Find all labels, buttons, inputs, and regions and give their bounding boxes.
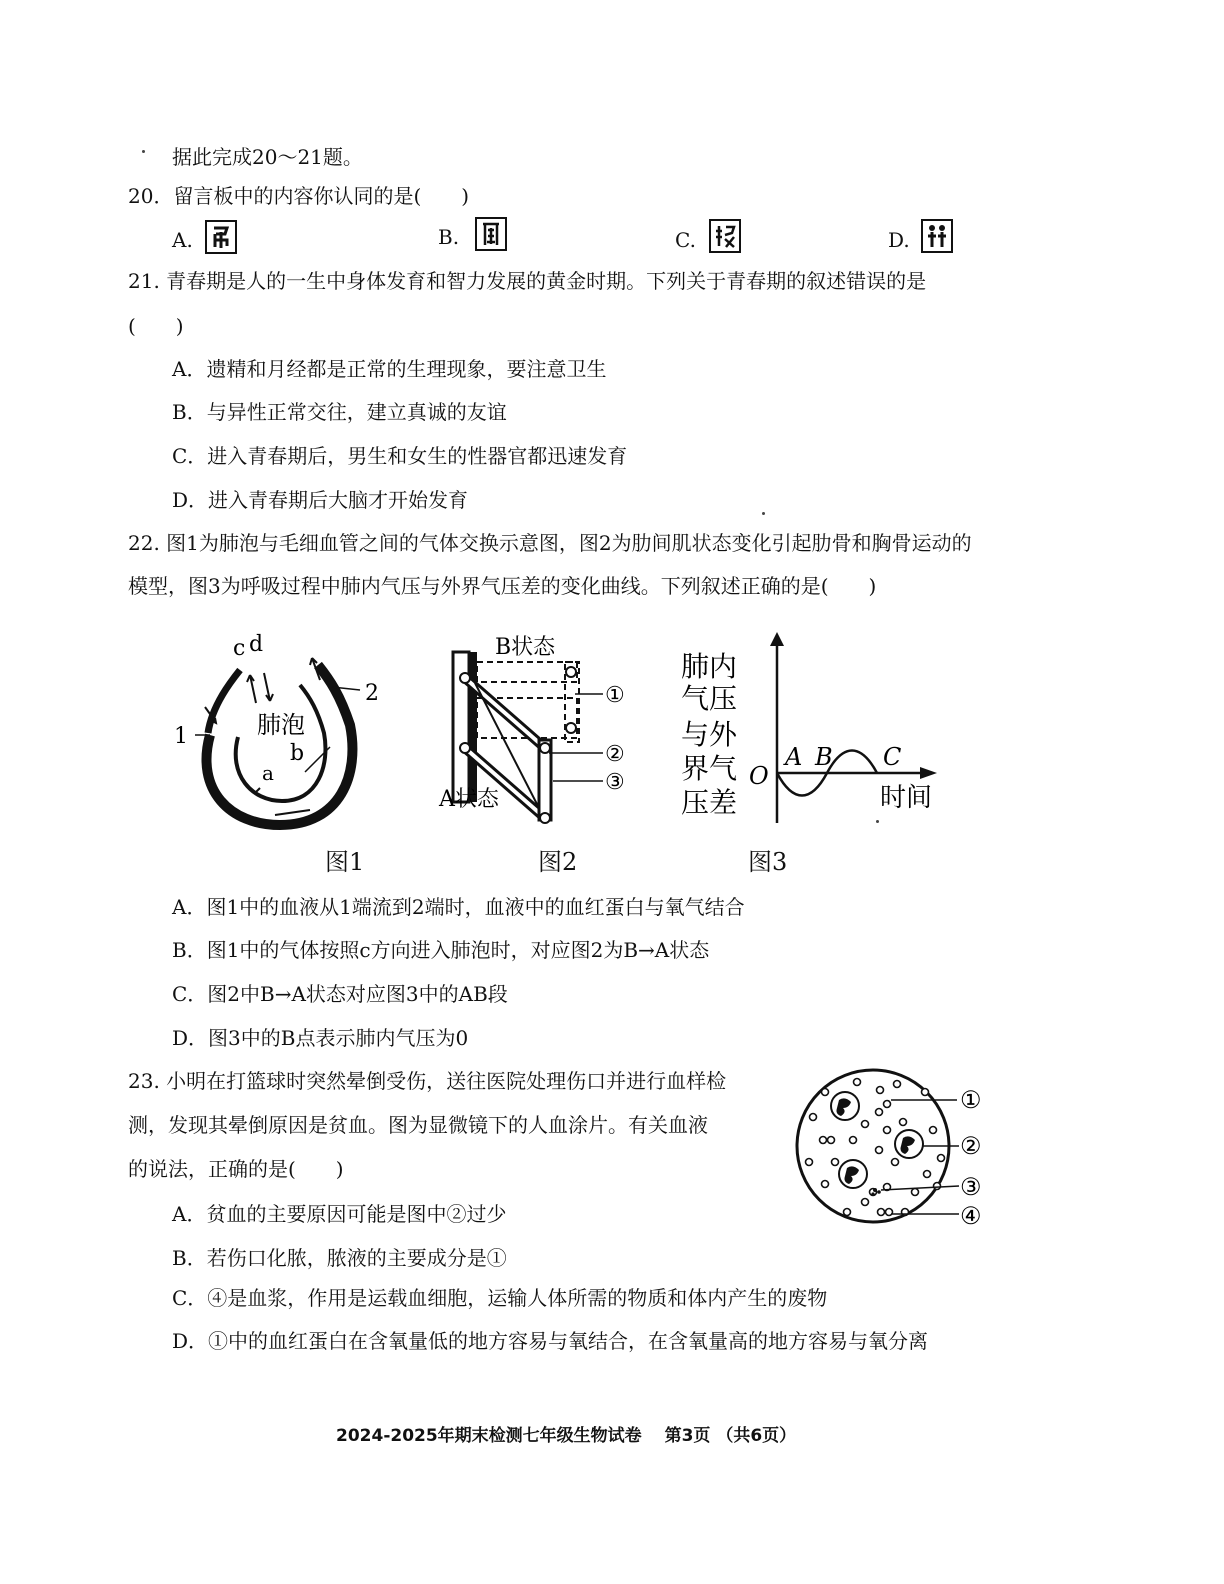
q20-option-c-label: C. [675, 228, 696, 252]
q23-option-c[interactable]: C．④是血浆，作用是运载血细胞，运输人体所需的物质和体内产生的废物 [172, 1286, 828, 1310]
page-footer: 2024-2025年期末检测七年级生物试卷 第3页 （共6页） [336, 1426, 797, 1446]
scan-speck [762, 512, 765, 515]
blood-smear-label-3: ③ [960, 1173, 982, 1201]
q22-stem-line1: 22. 图1为肺泡与毛细血管之间的气体交换示意图，图2为肋间肌状态变化引起肋骨和胸骨运动的 [128, 531, 972, 555]
q21-option-c[interactable]: C．进入青春期后，男生和女生的性器官都迅速发育 [172, 444, 628, 468]
fig3-ylabel-line1: 肺内 [681, 650, 738, 683]
q23-option-b[interactable]: B．若伤口化脓，脓液的主要成分是① [172, 1246, 507, 1270]
q21-stem: 21. 青春期是人的一生中身体发育和智力发展的黄金时期。下列关于青春期的叙述错误的是 [128, 269, 927, 293]
fig3-ylabel-line3: 与外 [681, 718, 738, 751]
q23-stem-line3: 的说法，正确的是( ) [128, 1157, 344, 1181]
q23-option-d[interactable]: D．①中的血红蛋白在含氧量低的地方容易与氧结合，在含氧量高的地方容易与氧分离 [172, 1329, 929, 1353]
fig3-origin-label: O [749, 762, 769, 790]
figure2-rib-model-diagram [425, 628, 645, 838]
fig3-ylabel-line4: 界气 [681, 752, 738, 785]
intro-text: 据此完成20～21题。 [172, 145, 363, 169]
figure3-pressure-curve [675, 628, 950, 828]
fig1-alveolus-label: 肺泡 [257, 711, 305, 739]
q20-option-b-label: B. [438, 225, 460, 249]
fig2-label-2: ② [605, 742, 625, 767]
bulletin-note-c-icon [709, 219, 741, 253]
q22-stem-line2: 模型，图3为呼吸过程中肺内气压与外界气压差的变化曲线。下列叙述正确的是( ) [128, 574, 877, 598]
q20-option-d-label: D. [888, 228, 910, 252]
fig3-ylabel-line5: 压差 [681, 786, 738, 819]
fig1-label-c: c [233, 636, 246, 661]
q23-stem-line2: 测，发现其晕倒原因是贫血。图为显微镜下的人血涂片。有关血液 [128, 1113, 708, 1137]
q22-option-d[interactable]: D．图3中的B点表示肺内气压为0 [172, 1026, 469, 1050]
bulletin-note-b-icon [475, 217, 507, 251]
q21-option-a[interactable]: A．遗精和月经都是正常的生理现象，要注意卫生 [172, 357, 607, 381]
q22-option-a[interactable]: A．图1中的血液从1端流到2端时，血液中的血红蛋白与氧气结合 [172, 895, 745, 919]
q21-blank: ( ) [128, 314, 184, 338]
blood-smear-label-2: ② [960, 1132, 982, 1160]
q22-option-c[interactable]: C．图2中B→A状态对应图3中的AB段 [172, 982, 508, 1006]
fig1-label-b: b [290, 741, 305, 766]
fig1-label-a: a [262, 761, 274, 785]
q21-option-b[interactable]: B．与异性正常交往，建立真诚的友谊 [172, 400, 507, 424]
fig1-label-d: d [249, 632, 264, 657]
bulletin-note-a-icon [205, 220, 237, 254]
fig1-label-2: 2 [365, 681, 379, 706]
fig3-xlabel: 时间 [880, 783, 933, 813]
q20-option-a-label: A. [172, 228, 193, 252]
q21-option-d[interactable]: D．进入青春期后大脑才开始发育 [172, 488, 469, 512]
q22-option-b[interactable]: B．图1中的气体按照c方向进入肺泡时，对应图2为B→A状态 [172, 938, 710, 962]
fig3-ylabel-line2: 气压 [681, 682, 738, 715]
q20-stem: 20．留言板中的内容你认同的是( ) [128, 184, 470, 208]
bulletin-note-d-icon [921, 219, 953, 253]
blood-smear-label-4: ④ [960, 1202, 982, 1230]
fig2-state-a-label: A状态 [439, 787, 499, 812]
q23-stem-line1: 23. 小明在打篮球时突然晕倒受伤，送往医院处理伤口并进行血样检 [128, 1069, 727, 1093]
blood-smear-label-1: ① [960, 1086, 982, 1114]
figure3-caption: 图3 [748, 848, 788, 876]
figure2-caption: 图2 [538, 848, 578, 876]
fig1-label-1: 1 [174, 724, 188, 749]
fig3-point-b: B [815, 743, 833, 771]
fig3-point-a: A [785, 743, 803, 771]
figure1-alveolus-diagram [160, 625, 400, 840]
fig2-label-3: ③ [605, 770, 625, 795]
figure1-caption: 图1 [325, 848, 365, 876]
scan-speck [142, 150, 145, 153]
blood-smear-diagram [795, 1062, 995, 1237]
fig2-label-1: ① [605, 683, 625, 708]
fig3-point-c: C [883, 743, 902, 771]
q23-option-a[interactable]: A．贫血的主要原因可能是图中②过少 [172, 1202, 507, 1226]
fig2-state-b-label: B状态 [495, 635, 556, 660]
